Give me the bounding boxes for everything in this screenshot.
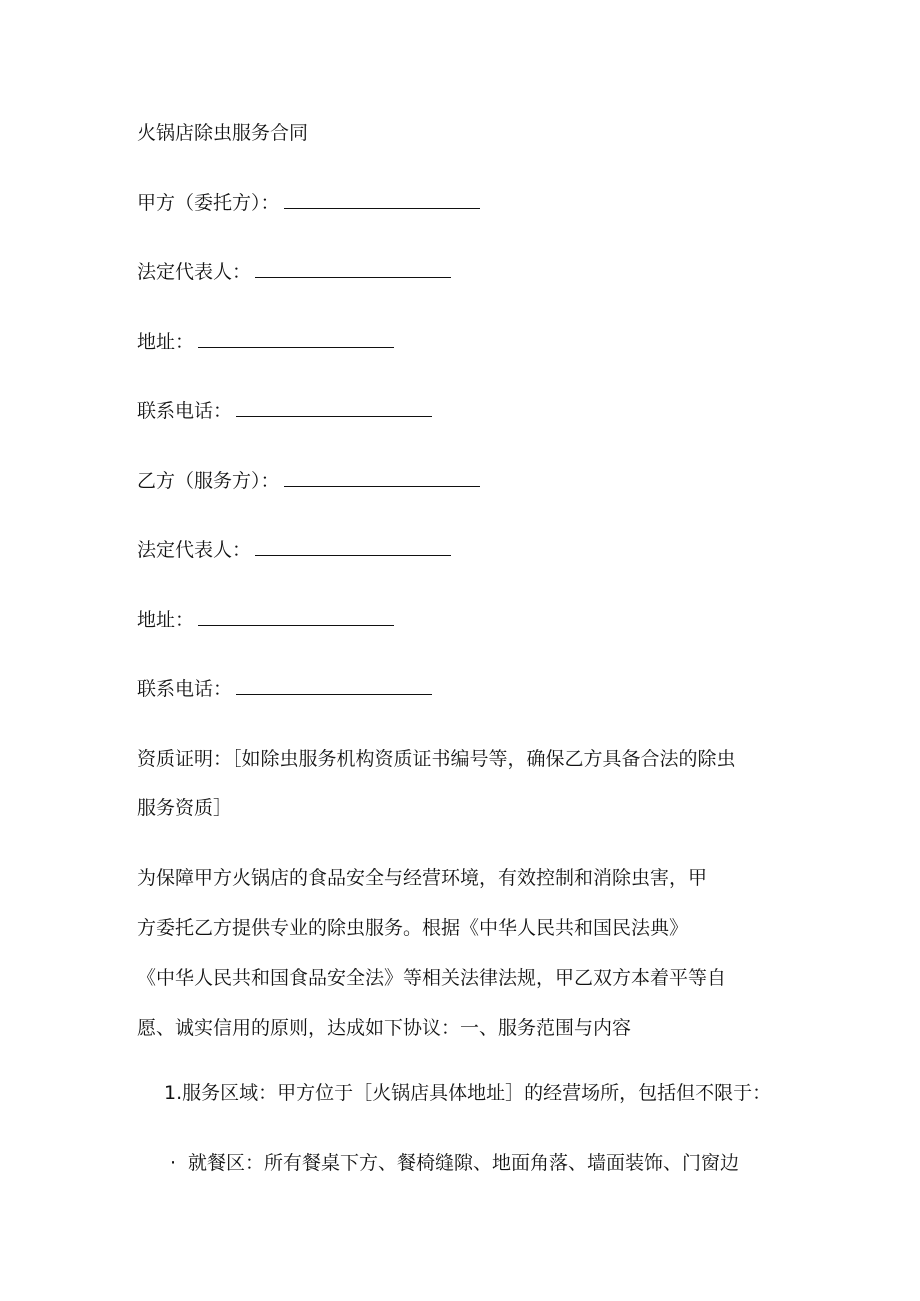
- intro-line-3: 《中华人民共和国食品安全法》等相关法律法规，甲乙双方本着平等自: [137, 967, 727, 989]
- party-b-rep-label: 法定代表人：: [137, 539, 252, 561]
- party-b-address-blank[interactable]: [198, 607, 394, 626]
- intro-line-4: 愿、诚实信用的原则，达成如下协议：一、服务范围与内容: [137, 1017, 632, 1039]
- qualification-line-2: 服务资质］: [137, 797, 233, 819]
- party-a-row: [137, 190, 480, 216]
- party-b-phone-blank[interactable]: [236, 676, 432, 695]
- party-a-address-blank[interactable]: [198, 329, 394, 348]
- party-b-address-label: 地址：: [137, 609, 195, 631]
- party-a-rep-blank[interactable]: [255, 259, 451, 278]
- party-a-rep-label: 法定代表人：: [137, 261, 252, 283]
- party-b-phone-label: 联系电话：: [137, 678, 233, 700]
- party-b-rep-row: [137, 537, 451, 563]
- party-a-phone-label: 联系电话：: [137, 400, 233, 422]
- party-b-label: 乙方（服务方）：: [137, 470, 280, 492]
- party-b-phone-row: [137, 676, 432, 702]
- intro-paragraph: [137, 865, 797, 1065]
- dining-area-text: 就餐区：所有餐桌下方、餐椅缝隙、地面角落、墙面装饰、门窗边: [188, 1152, 740, 1174]
- bullet-icon: ·: [169, 1152, 177, 1174]
- party-a-phone-row: [137, 398, 432, 424]
- qualification-line-1: 资质证明：［如除虫服务机构资质证书编号等，确保乙方具备合法的除虫: [137, 748, 736, 770]
- document-title: 火锅店除虫服务合同: [137, 122, 309, 144]
- party-a-address-row: [137, 329, 394, 355]
- service-area-line: 1.服务区域：甲方位于［火锅店具体地址］的经营场所，包括但不限于：: [164, 1082, 772, 1104]
- intro-line-2: 方委托乙方提供专业的除虫服务。根据《中华人民共和国民法典》: [137, 917, 689, 939]
- party-a-phone-blank[interactable]: [236, 398, 432, 417]
- party-a-address-label: 地址：: [137, 331, 195, 353]
- party-b-row: [137, 468, 480, 494]
- party-a-label: 甲方（委托方）：: [137, 192, 280, 214]
- party-a-rep-row: [137, 259, 451, 285]
- party-b-rep-blank[interactable]: [255, 537, 451, 556]
- intro-line-1: 为保障甲方火锅店的食品安全与经营环境，有效控制和消除虫害，甲: [137, 867, 708, 889]
- party-b-address-row: [137, 607, 394, 633]
- party-b-blank[interactable]: [284, 468, 480, 487]
- party-a-blank[interactable]: [284, 190, 480, 209]
- dining-area-row: [164, 1150, 739, 1176]
